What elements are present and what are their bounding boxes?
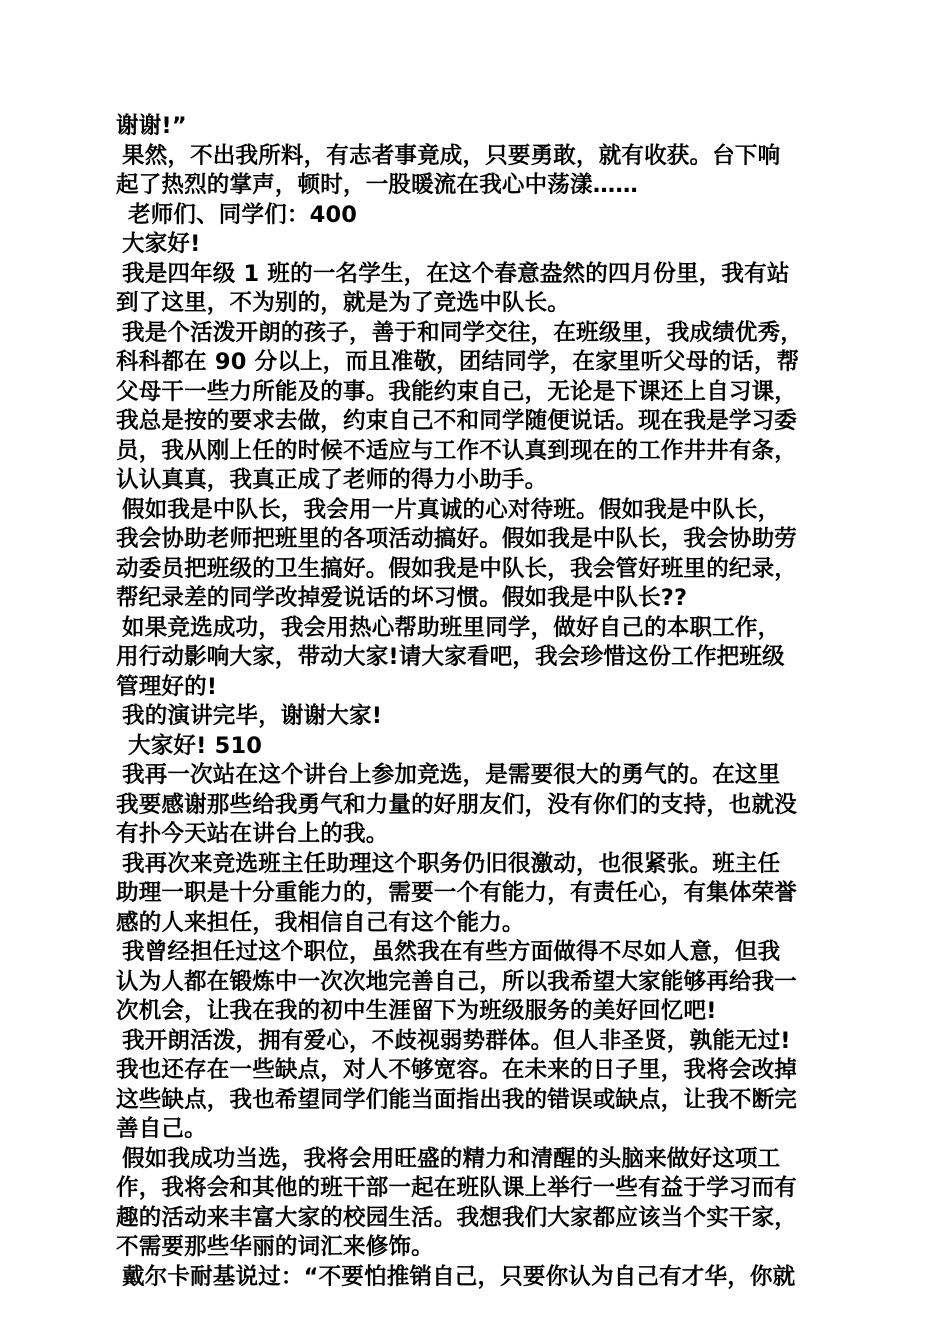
text-line: 管理好的! — [116, 673, 218, 700]
text-line: 我是四年级 1 班的一名学生，在这个春意盎然的四月份里，我有站 — [122, 260, 790, 287]
text-line: 科科都在 90 分以上，而且准敬，团结同学，在家里听父母的话，帮 — [116, 349, 800, 375]
text-line: 认为人都在锻炼中一次次地完善自己，所以我希望大家能够再给我一 — [116, 968, 798, 995]
text-line: 我再次来竞选班主任助理这个职务仍旧很激动，也很紧张。班主任 — [122, 850, 781, 877]
text-line: 老师们、同学们：400 — [128, 201, 358, 228]
text-line: 如果竞选成功，我会用热心帮助班里同学，做好自己的本职工作， — [122, 614, 781, 641]
text-line: 助理一职是十分重能力的，需要一个有能力，有责任心，有集体荣誉 — [116, 880, 798, 906]
text-line: 果然，不出我所料，有志者事竟成，只要勇敢，就有收获。台下响 — [122, 142, 781, 169]
text-line: 大家好! — [122, 231, 201, 257]
text-line: 我会协助老师把班里的各项活动搞好。假如我是中队长，我会协助劳 — [116, 526, 798, 552]
text-line: 我的演讲完毕，谢谢大家! — [122, 703, 383, 729]
text-line: 作，我将会和其他的班干部一起在班队课上举行一些有益于学习而有 — [116, 1175, 798, 1201]
text-line: 假如我是中队长，我会用一片真诚的心对待班。假如我是中队长， — [122, 496, 781, 523]
text-line: 父母干一些力所能及的事。我能约束自己，无论是下课还上自习课， — [116, 378, 798, 405]
text-line: 戴尔卡耐基说过：“不要怕推销自己，只要你认为自己有才华，你就 — [122, 1263, 796, 1290]
text-line: 大家好! 510 — [128, 732, 263, 759]
text-line: 到了这里，不为别的，就是为了竞选中队长。 — [116, 290, 571, 316]
text-line: 帮纪录差的同学改掉爱说话的坏习惯。假如我是中队长?? — [116, 585, 688, 611]
text-line: 我要感谢那些给我勇气和力量的好朋友们，没有你们的支持，也就没 — [116, 791, 798, 818]
text-line: 善自己。 — [116, 1116, 207, 1142]
text-line: 我再一次站在这个讲台上参加竞选，是需要很大的勇气的。在这里 — [122, 762, 781, 788]
text-line: 起了热烈的掌声，顿时，一股暖流在我心中荡漾…… — [116, 172, 639, 198]
text-line: 我总是按的要求去做，约束自己不和同学随便说话。现在我是学习委 — [116, 408, 798, 434]
text-line: 员，我从刚上任的时候不适应与工作不认真到现在的工作井井有条， — [116, 437, 798, 464]
text-line: 认认真真，我真正成了老师的得力小助手。 — [116, 467, 548, 493]
text-line: 不需要那些华丽的词汇来修饰。 — [116, 1234, 434, 1260]
text-line: 谢谢!” — [116, 113, 187, 139]
text-line: 趣的活动来丰富大家的校园生活。我想我们大家都应该当个实干家， — [116, 1204, 798, 1231]
text-line: 我曾经担任过这个职位，虽然我在有些方面做得不尽如人意，但我 — [122, 939, 781, 965]
document-page — [116, 112, 838, 1292]
text-line: 这些缺点，我也希望同学们能当面指出我的错误或缺点，让我不断完 — [116, 1086, 798, 1113]
text-line: 我是个活泼开朗的孩子，善于和同学交往，在班级里，我成绩优秀， — [122, 319, 804, 346]
text-line: 假如我成功当选，我将会用旺盛的精力和清醒的头脑来做好这项工 — [122, 1145, 781, 1172]
text-line: 我也还存在一些缺点，对人不够宽容。在未来的日子里，我将会改掉 — [116, 1057, 798, 1083]
text-line: 动委员把班级的卫生搞好。假如我是中队长，我会管好班里的纪录， — [116, 555, 798, 582]
text-line: 我开朗活泼，拥有爱心，不歧视弱势群体。但人非圣贤，孰能无过! — [122, 1027, 791, 1054]
text-line: 用行动影响大家，带动大家!请大家看吧，我会珍惜这份工作把班级 — [116, 644, 785, 670]
text-line: 感的人来担任，我相信自己有这个能力。 — [116, 909, 525, 936]
text-line: 次机会，让我在我的初中生涯留下为班级服务的美好回忆吧! — [116, 998, 717, 1024]
text-line: 有扑今天站在讲台上的我。 — [116, 821, 389, 847]
